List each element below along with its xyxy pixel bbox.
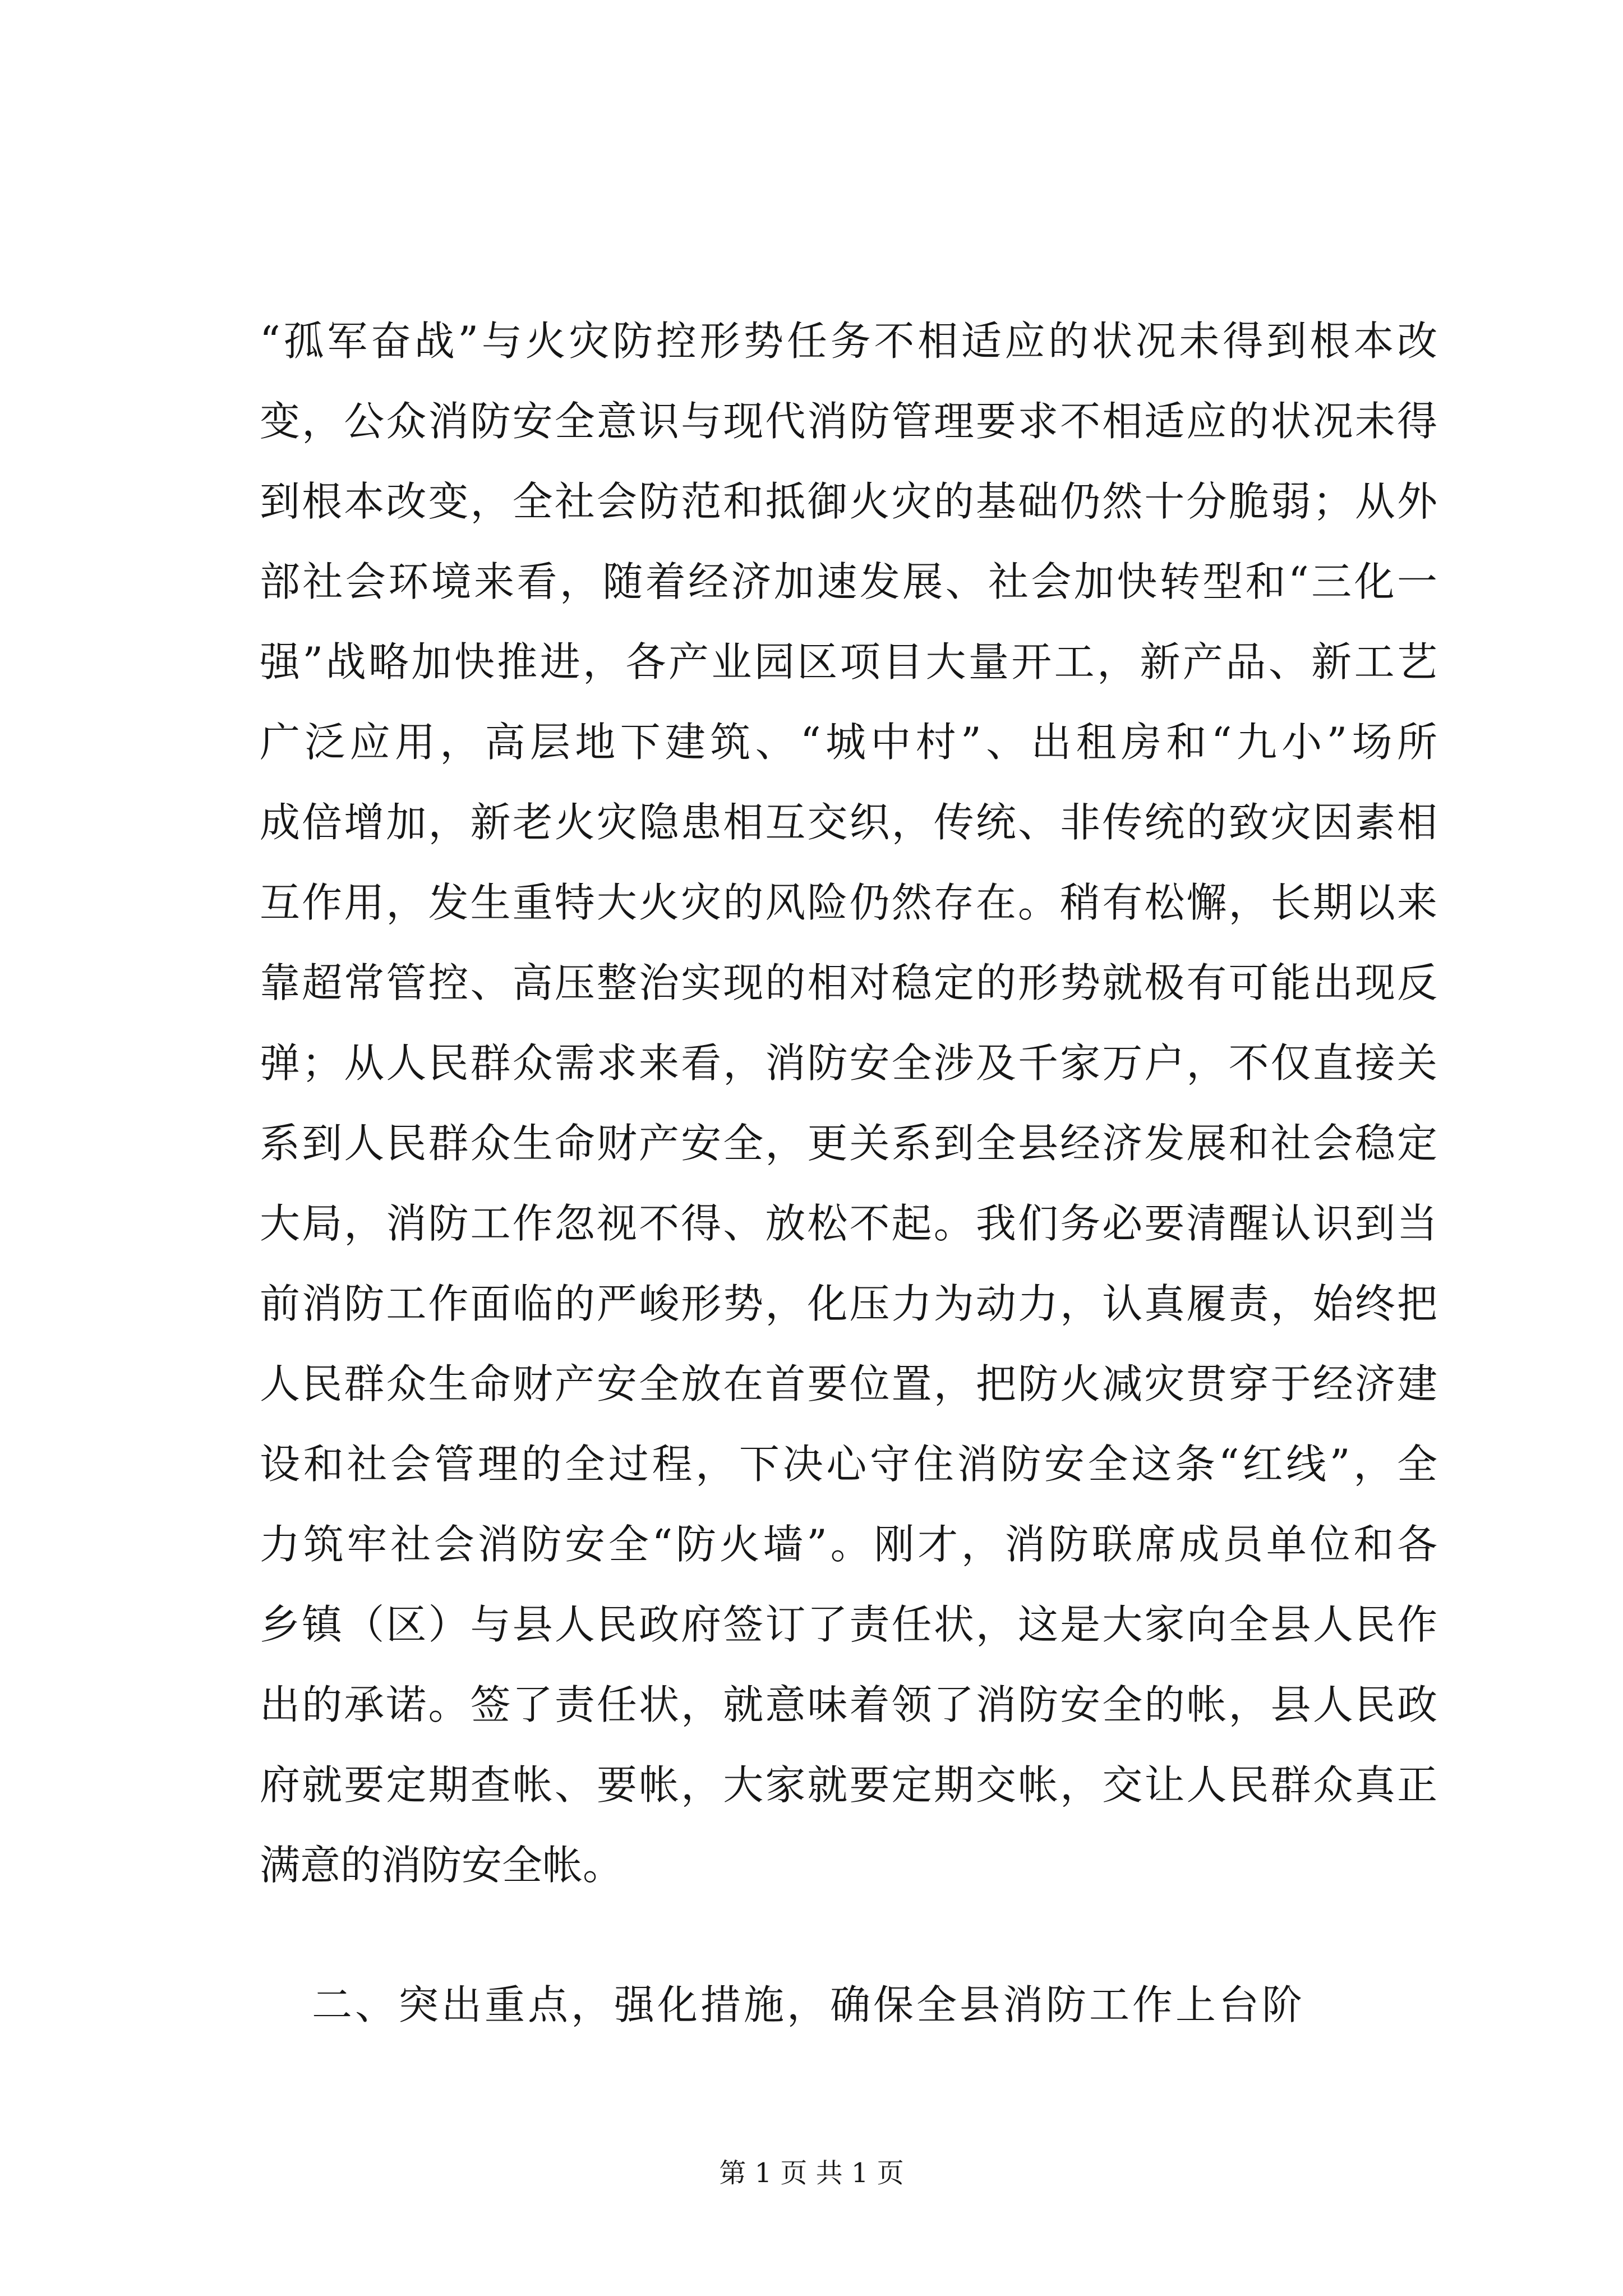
text-line: 弹；从人民群众需求来看，消防安全涉及千家万户，不仅直接关: [260, 1039, 1437, 1087]
text-line: 广泛应用，高层地下建筑、“城中村”、出租房和“九小”场所: [260, 719, 1437, 766]
text-line: 大局，消防工作忽视不得、放松不起。我们务必要清醒认识到当: [260, 1200, 1437, 1247]
body-paragraph: [260, 301, 1437, 1906]
section-heading: 二、突出重点，强化措施，确保全县消防工作上台阶: [312, 1981, 1306, 2028]
text-line: 设和社会管理的全过程，下决心守住消防安全这条“红线”，全: [260, 1441, 1437, 1488]
text-line: 到根本改变，全社会防范和抵御火灾的基础仍然十分脆弱；从外: [260, 478, 1437, 525]
text-line: 前消防工作面临的严峻形势，化压力为动力，认真履责，始终把: [260, 1280, 1437, 1327]
text-line: 成倍增加，新老火灾隐患相互交织，传统、非传统的致灾因素相: [260, 799, 1437, 846]
page-footer: 第 1 页 共 1 页: [719, 2157, 904, 2189]
text-line: 力筑牢社会消防安全“防火墙”。刚才，消防联席成员单位和各: [260, 1521, 1437, 1568]
text-line: 人民群众生命财产安全放在首要位置，把防火减灾贯穿于经济建: [260, 1360, 1437, 1407]
text-line: 系到人民群众生命财产安全，更关系到全县经济发展和社会稳定: [260, 1120, 1437, 1167]
text-line: 强”战略加快推进，各产业园区项目大量开工，新产品、新工艺: [260, 638, 1437, 685]
text-line-last: 满意的消防安全帐。: [260, 1842, 624, 1889]
text-line: 乡镇（区）与县人民政府签订了责任状，这是大家向全县人民作: [260, 1601, 1437, 1648]
text-line: “孤军奋战”与火灾防控形势任务不相适应的状况未得到根本改: [260, 318, 1437, 365]
text-line: 互作用，发生重特大火灾的风险仍然存在。稍有松懈，长期以来: [260, 879, 1437, 926]
text-line: 出的承诺。签了责任状，就意味着领了消防安全的帐，县人民政: [260, 1681, 1437, 1728]
text-line: 变，公众消防安全意识与现代消防管理要求不相适应的状况未得: [260, 398, 1437, 445]
text-line: 府就要定期查帐、要帐，大家就要定期交帐，交让人民群众真正: [260, 1761, 1437, 1809]
text-line: 部社会环境来看，随着经济加速发展、社会加快转型和“三化一: [260, 558, 1437, 605]
text-line: 靠超常管控、高压整治实现的相对稳定的形势就极有可能出现反: [260, 959, 1437, 1006]
